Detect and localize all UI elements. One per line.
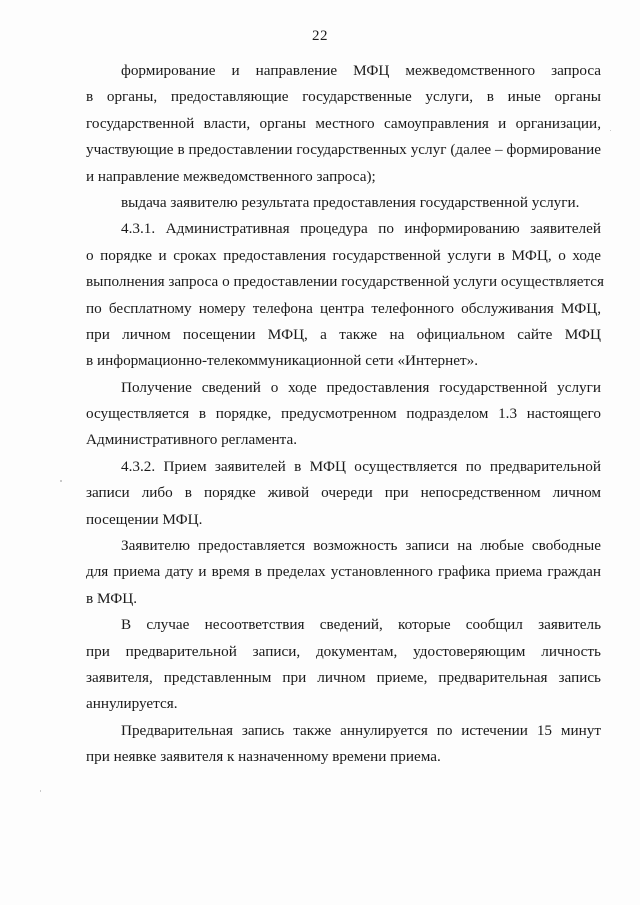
paragraph-4-3-2 [86, 454, 601, 533]
text-line: государственной власти, органы местного самоуправления и организации, [86, 114, 601, 132]
text-line: по бесплатному номеру телефона центра телефонного обслуживания МФЦ, [86, 299, 601, 317]
text-line: и направление межведомственного запроса); [86, 167, 376, 185]
text-line: при предварительной записи, документам, удостоверяющим личность [86, 642, 601, 660]
text-line: в МФЦ. [86, 589, 138, 607]
text-line: 4.3.1. Административная процедура по информированию заявителей [121, 220, 601, 238]
scan-speck [610, 130, 611, 131]
text-line: аннулируется. [86, 695, 178, 713]
paragraph-result-issue [86, 190, 601, 216]
text-line: выполнения запроса о предоставлении государственной услуги осуществляется [86, 273, 605, 291]
paragraph-4-3-1 [86, 216, 605, 374]
text-line: участвующие в предоставлении государственных услуг (далее – формирование [86, 141, 601, 159]
text-line: осуществляется в порядке, предусмотренном подразделом 1.3 настоящего [86, 405, 601, 423]
text-line: 4.3.2. Прием заявителей в МФЦ осуществляется по предварительной [121, 457, 601, 475]
text-line: Административного регламента. [86, 431, 298, 449]
text-line: Заявителю предоставляется возможность записи на любые свободные [121, 537, 601, 555]
paragraph-mfc-request [86, 58, 601, 190]
text-line: Получение сведений о ходе предоставления государственной услуги [121, 378, 601, 396]
text-line: выдача заявителю результата предоставления государственной услуги. [121, 193, 580, 211]
text-line: формирование и направление МФЦ межведомственного запроса [121, 62, 601, 79]
text-line: при неявке заявителя к назначенному времени приема. [86, 748, 441, 766]
document-body [86, 58, 605, 771]
paragraph-mismatch-cancel [86, 612, 601, 718]
scan-speck [40, 790, 41, 792]
text-line: для приема дату и время в пределах установленного графика приема граждан [86, 563, 601, 581]
page-number: 22 [312, 28, 328, 44]
text-line: Предварительная запись также аннулируется по истечении 15 минут [121, 721, 601, 739]
text-line: о порядке и сроках предоставления государственной услуги в МФЦ, о ходе [86, 246, 601, 264]
text-line: В случае несоответствия сведений, которые сообщил заявитель [121, 616, 601, 634]
text-line: посещении МФЦ. [86, 510, 203, 528]
text-line: в органы, предоставляющие государственные услуги, в иные органы [86, 88, 601, 106]
paragraph-no-show-cancel [86, 718, 601, 771]
text-line: заявителя, представленным при личном приеме, предварительная запись [86, 668, 601, 686]
paragraph-info-receipt [86, 375, 601, 454]
text-line: при личном посещении МФЦ, а также на официальном сайте МФЦ [86, 325, 601, 343]
paragraph-appointment-choice [86, 533, 601, 612]
text-line: записи либо в порядке живой очереди при непосредственном личном [86, 484, 601, 502]
text-line: в информационно-телекоммуникационной сети «Интернет». [86, 352, 479, 370]
scan-speck [60, 480, 62, 482]
